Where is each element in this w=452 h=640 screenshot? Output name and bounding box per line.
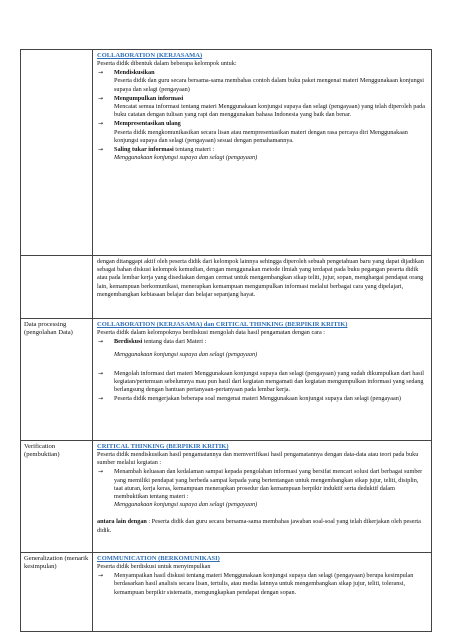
label-cell bbox=[21, 256, 93, 319]
arrow-icon: → bbox=[98, 146, 104, 154]
list-item bbox=[97, 95, 428, 103]
list-item bbox=[97, 572, 428, 597]
section-heading: COMMUNICATION (BERKOMUNIKASI) bbox=[97, 555, 220, 562]
content-cell bbox=[93, 441, 432, 553]
list-item bbox=[97, 370, 428, 395]
item-text: Menambah keluasan dan kedalaman sampai kepada pengolahan informasi yang bersifat mencari solusi dari berbagai sumber yang memiliki pendapat yang berbeda sampai kepada yang bertentangan untuk mengembangkan sikap jujur, teliti, disiplin, taat aturan, kerja keras, kemampuan menerapkan prosedur dan kemampuan berpikir induktif serta deduktif dalam membuktikan tentang materi : bbox=[114, 468, 423, 501]
section-heading: COLLABORATION (KERJASAMA) dan CRITICAL THINKING (BERPIKIR KRITIK) bbox=[97, 321, 348, 328]
item-topic: Menggunakaan konjungsi supaya dan selagi (pengayaan) bbox=[114, 501, 258, 509]
step-label: Verification (pembuktian) bbox=[21, 441, 93, 553]
step-label: Generalization (menarik kesimpulan) bbox=[21, 553, 93, 632]
arrow-icon: → bbox=[98, 120, 104, 128]
section-intro: Peserta didik berdiskusi untuk menyimpulkan bbox=[97, 563, 211, 570]
table-row bbox=[21, 441, 432, 553]
arrow-icon: → bbox=[98, 69, 104, 77]
list-item bbox=[97, 69, 428, 77]
table-row bbox=[21, 256, 432, 319]
arrow-icon: → bbox=[98, 94, 104, 102]
section-intro: Peserta didik mendiskusikan hasil pengamatannya dan memverifikasi hasil pengamatannya dengan data-data atau teori pada buku sumber melalui kegiatan : bbox=[97, 451, 419, 467]
spacer bbox=[97, 509, 428, 518]
list-item bbox=[97, 120, 428, 128]
closing-line bbox=[97, 518, 428, 534]
section-intro: Peserta didik dibentuk dalam beberapa kelompok untuk: bbox=[97, 60, 237, 67]
label-cell bbox=[21, 50, 93, 256]
item-title: Berdiskusi bbox=[114, 338, 143, 346]
spacer bbox=[97, 360, 428, 369]
table-row bbox=[21, 319, 432, 441]
item-body: Peserta didik mengkomunikasikan secara lisan atau mempresentasikan materi dengan rasa percaya diri Menggunakaan konjungsi supaya dan selagi (pengayaan) sesuai dengan pemahamannya. bbox=[114, 128, 408, 144]
item-text: Peserta didik mengerjakan beberapa soal mengenai materi Menggunakaan konjungsi supaya dan selagi (pengayaan) bbox=[114, 395, 401, 403]
item-topic: Menggunakaan konjungsi supaya dan selagi (pengayaan) bbox=[114, 351, 258, 359]
table-row bbox=[21, 50, 432, 256]
item-text: tentang data dari Materi : bbox=[142, 338, 207, 346]
item-title: Mempresentasikan ulang bbox=[114, 120, 181, 128]
arrow-icon: → bbox=[98, 369, 104, 377]
content-cell bbox=[93, 256, 432, 319]
closing-paragraph: dengan ditanggapi aktif oleh peserta didik dari kelompok lainnya sehingga diperoleh sebuah pengetahuan baru yang dapat dijadikan sebagai bahan diskusi kelompok kemudian, dengan menggunakan metode ilmiah yang terdapat pada buku pegangan peserta didik atau pada lembar kerja yang disediakan dengan cermat untuk mengembangkan sikap teliti, jujur, sopan, menghargai pendapat orang lain, kemampuan berkomunikasi, menerapkan kemampuan mengumpulkan informasi melalui berbagai cara yang dipelajari, mengembangkan kebiasaan belajar dan belajar sepanjang hayat. bbox=[97, 258, 424, 298]
step-label: Data processing (pengolahan Data) bbox=[21, 319, 93, 441]
item-text: tentang materi : bbox=[173, 146, 215, 154]
learning-steps-table bbox=[20, 49, 432, 632]
item-text: Menyampaikan hasil diskusi tentang materi Menggunakaan konjungsi supaya dan selagi (pengayaan) berupa kesimpulan berdasarkan hasil analisis secara lisan, tertulis, atau media lainnya untuk mengembangkan sikap jujur, teliti, toleransi, kemampuan berpikir sistematis, mengungkapkan pendapat dengan sopan. bbox=[114, 572, 414, 596]
item-body: Mencatat semua informasi tentang materi Menggunakaan konjungsi supaya dan selagi (pengayaan) yang telah diperoleh pada buku catatan dengan tulisan yang rapi dan menggunakan bahasa Indonesia yang baik dan benar. bbox=[114, 103, 425, 119]
list-item bbox=[97, 468, 428, 501]
item-text: Mengolah informasi dari materi Menggunakaan konjungsi supaya dan selagi (pengayaan) yang sudah dikumpulkan dari hasil kegiatan/pertemuan sebelumnya mau pun hasil dari kegiatan mengamati dan kegiatan mengumpulkan informasi yang sedang berlangsung dengan bantuan pertanyaan-pertanyaan pada lembar kerja. bbox=[114, 369, 424, 394]
item-title: Mendiskusikan bbox=[114, 69, 155, 77]
arrow-icon: → bbox=[98, 338, 104, 346]
section-heading: CRITICAL THINKING (BERPIKIR KRITIK) bbox=[97, 443, 229, 450]
content-cell bbox=[93, 319, 432, 441]
arrow-icon: → bbox=[98, 572, 104, 580]
arrow-icon: → bbox=[98, 468, 104, 476]
item-title: Saling tukar informasi bbox=[114, 146, 174, 154]
list-item bbox=[97, 146, 428, 154]
item-topic: Menggunakaan konjungsi supaya dan selagi (pengayaan) bbox=[114, 154, 258, 162]
content-cell bbox=[93, 50, 432, 256]
emphasis-text: antara lain dengan bbox=[97, 518, 147, 526]
item-body: Peserta didik dan guru secara bersama-sama membahas contoh dalam buku paket mengenai materi Menggunakaan konjungsi supaya dan selagi (pengayaan) bbox=[114, 77, 424, 93]
body-text: : Peserta didik dan guru secara bersama-sama membahas jawaban soal-soal yang telah dikerjakan oleh peserta didik. bbox=[97, 518, 421, 534]
content-cell bbox=[93, 553, 432, 632]
arrow-icon: → bbox=[98, 395, 104, 403]
list-item bbox=[97, 395, 428, 403]
section-intro: Peserta didik dalam kelompoknya berdiskusi mengolah data hasil pengamatan dengan cara : bbox=[97, 329, 326, 336]
item-title: Mengumpulkan informasi bbox=[114, 94, 184, 102]
section-heading: COLLABORATION (KERJASAMA) bbox=[97, 52, 203, 59]
list-item bbox=[97, 338, 428, 346]
table-row bbox=[21, 553, 432, 632]
